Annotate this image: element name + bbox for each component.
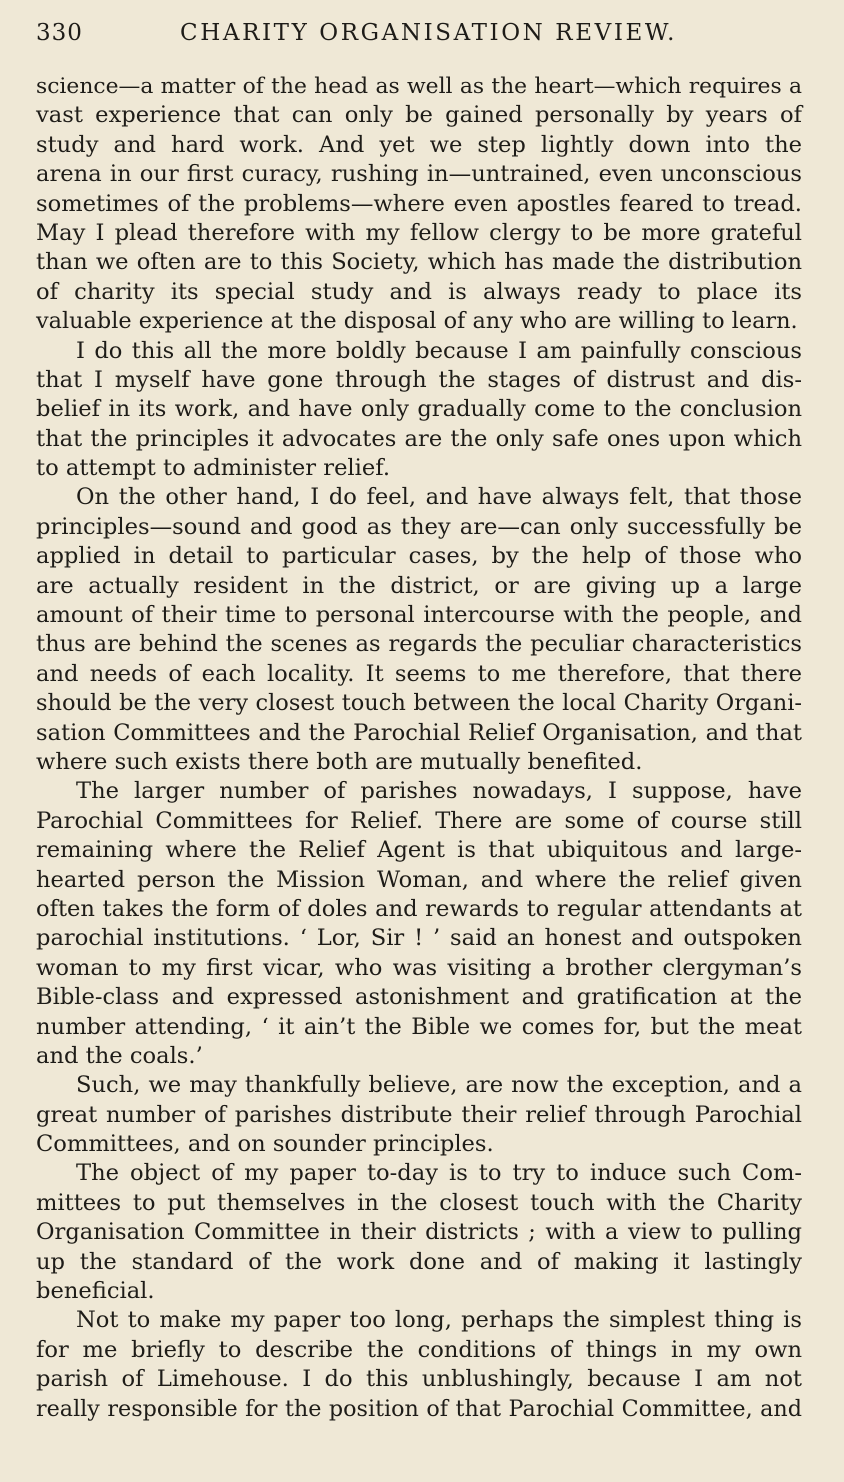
text-line: woman to my first vicar, who was visiting a brother clergyman’s: [36, 954, 802, 981]
text-line: study and hard work. And yet we step lightly down into the: [36, 131, 802, 158]
text-line: The larger number of parishes nowadays, I suppose, have: [76, 778, 802, 805]
text-line: Not to make my paper too long, perhaps the simplest thing is: [76, 1307, 802, 1334]
text-line: Parochial Committees for Relief. There are some of course still: [36, 807, 802, 834]
page-number: 330: [36, 20, 83, 46]
text-line: really responsible for the position of that Parochial Committee, and: [36, 1395, 802, 1422]
text-line: I do this all the more boldly because I am painfully conscious: [76, 337, 802, 364]
text-line: vast experience that can only be gained personally by years of: [36, 102, 802, 129]
text-line: May I plead therefore with my fellow clergy to be more grateful: [36, 219, 802, 246]
text-line: remaining where the Relief Agent is that ubiquitous and large-: [36, 837, 802, 864]
text-line: parochial institutions. ‘ Lor, Sir ! ’ said an honest and outspoken: [36, 925, 802, 952]
text-line: that I myself have gone through the stages of distrust and dis-: [36, 366, 802, 393]
text-line: On the other hand, I do feel, and have always felt, that those: [76, 484, 802, 511]
text-line: principles—sound and good as they are—can only successfully be: [36, 513, 802, 540]
text-line: for me briefly to describe the conditions of things in my own: [36, 1336, 802, 1363]
text-line: beneficial.: [36, 1278, 155, 1305]
text-line: amount of their time to personal intercourse with the people, and: [36, 602, 802, 629]
text-line: that the principles it advocates are the only safe ones upon which: [36, 425, 802, 452]
text-line: mittees to put themselves in the closest touch with the Charity: [36, 1189, 802, 1216]
text-line: of charity its special study and is always ready to place its: [36, 278, 802, 305]
running-title: CHARITY ORGANISATION REVIEW.: [180, 20, 678, 46]
text-line: and the coals.’: [36, 1042, 203, 1069]
text-line: parish of Limehouse. I do this unblushingly, because I am not: [36, 1366, 802, 1393]
text-line: where such exists there both are mutually benefited.: [36, 748, 643, 775]
text-line: belief in its work, and have only gradually come to the conclusion: [36, 396, 802, 423]
body-text: [36, 72, 802, 1424]
text-line: to attempt to administer relief.: [36, 455, 390, 482]
text-line: science—a matter of the head as well as the heart—which requires a: [36, 74, 802, 99]
text-line: should be the very closest touch between the local Charity Organi-: [36, 690, 802, 717]
text-line: great number of parishes distribute their relief through Parochial: [36, 1101, 802, 1128]
page-header: [36, 14, 804, 54]
text-line: hearted person the Mission Woman, and where the relief given: [36, 866, 802, 893]
text-line: sation Committees and the Parochial Relief Organisation, and that: [36, 719, 802, 746]
text-line: Bible-class and expressed astonishment and gratification at the: [36, 984, 802, 1011]
text-line: up the standard of the work done and of making it lastingly: [36, 1248, 802, 1275]
text-line: The object of my paper to-day is to try to induce such Com-: [76, 1160, 802, 1187]
text-line: valuable experience at the disposal of any who are willing to learn.: [36, 308, 798, 335]
text-line: often takes the form of doles and rewards to regular attendants at: [36, 895, 802, 922]
text-line: arena in our first curacy, rushing in—untrained, even unconscious: [36, 161, 802, 188]
text-line: sometimes of the problems—where even apostles feared to tread.: [36, 190, 802, 217]
text-line: are actually resident in the district, or are giving up a large: [36, 572, 802, 599]
text-line: Such, we may thankfully believe, are now the exception, and a: [76, 1072, 802, 1099]
text-line: Organisation Committee in their districts ; with a view to pulling: [36, 1219, 802, 1246]
text-line: applied in detail to particular cases, by the help of those who: [36, 543, 802, 570]
text-line: number attending, ‘ it ain’t the Bible we comes for, but the meat: [36, 1013, 802, 1040]
text-line: Committees, and on sounder principles.: [36, 1131, 494, 1158]
text-line: than we often are to this Society, which has made the distribution: [36, 249, 802, 276]
text-line: and needs of each locality. It seems to me therefore, that there: [36, 660, 802, 687]
text-line: thus are behind the scenes as regards the peculiar characteristics: [36, 631, 802, 658]
